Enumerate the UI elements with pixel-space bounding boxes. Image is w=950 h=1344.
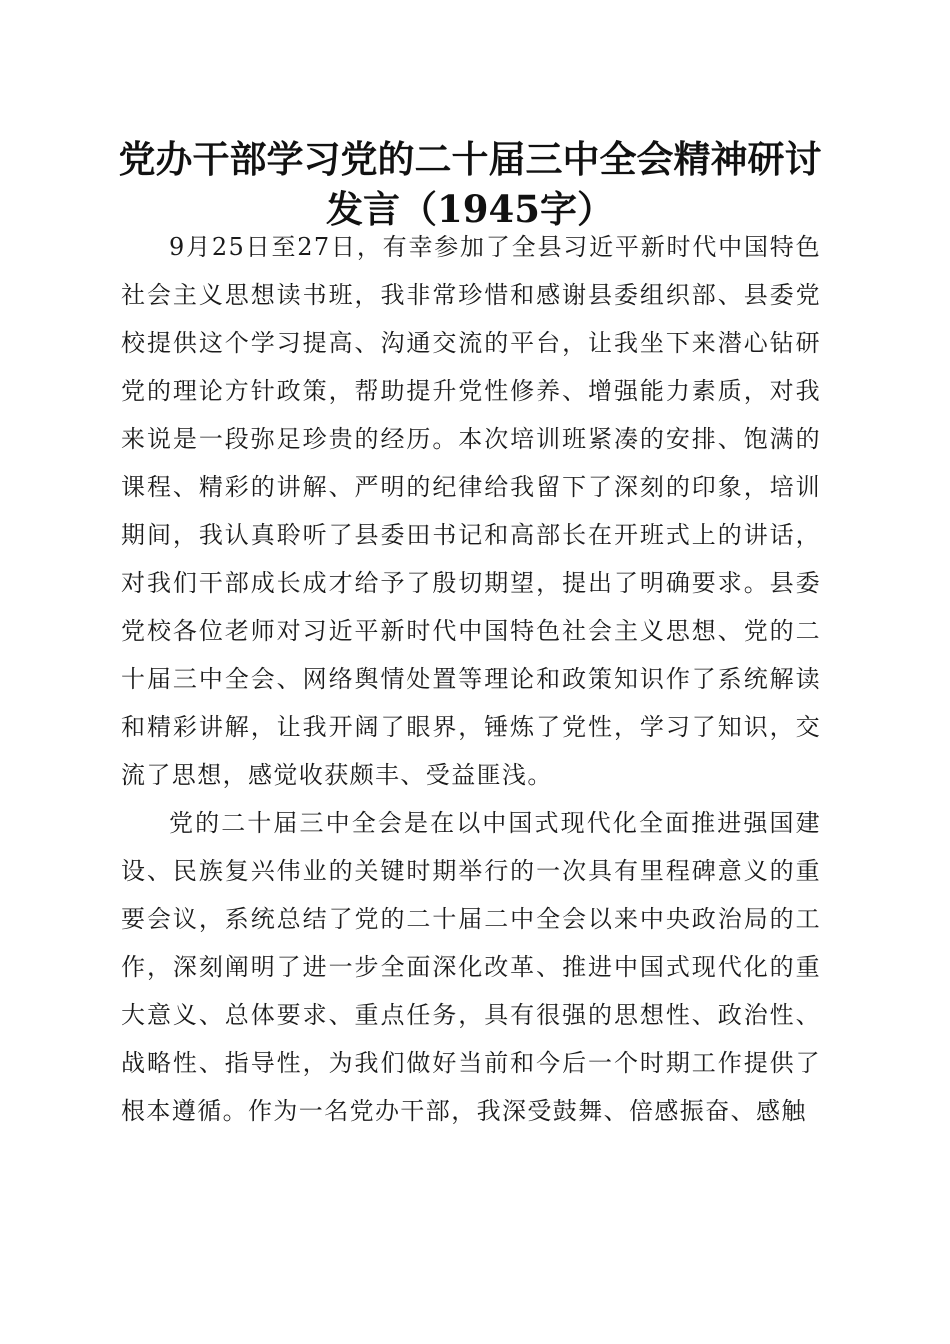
document-title: 党办干部学习党的二十届三中全会精神研讨发言（1945字） <box>118 137 822 231</box>
paragraph-1: 9月25日至27日，有幸参加了全县习近平新时代中国特色社会主义思想读书班，我非常珍惜和感谢县委组织部、县委党校提供这个学习提高、沟通交流的平台，让我坐下来潜心钻研党的理论方针政策，帮助提升党性修养、增强能力素质，对我来说是一段弥足珍贵的经历。本次培训班紧凑的安排、饱满的课程、精彩的讲解、严明的纪律给我留下了深刻的印象，培训期间，我认真聆听了县委田书记和高部长在开班式上的讲话，对我们干部成长成才给予了殷切期望，提出了明确要求。县委党校各位老师对习近平新时代中国特色社会主义思想、党的二十届三中全会、网络舆情处置等理论和政策知识作了系统解读和精彩讲解，让我开阔了眼界，锤炼了党性，学习了知识，交流了思想，感觉收获颇丰、受益匪浅。 <box>121 233 821 789</box>
document-body <box>121 223 821 1135</box>
paragraph-2: 党的二十届三中全会是在以中国式现代化全面推进强国建设、民族复兴伟业的关键时期举行的一次具有里程碑意义的重要会议，系统总结了党的二十届二中全会以来中央政治局的工作，深刻阐明了进一步全面深化改革、推进中国式现代化的重大意义、总体要求、重点任务，具有很强的思想性、政治性、战略性、指导性，为我们做好当前和今后一个时期工作提供了根本遵循。作为一名党办干部，我深受鼓舞、倍感振奋、感触 <box>121 809 821 1125</box>
